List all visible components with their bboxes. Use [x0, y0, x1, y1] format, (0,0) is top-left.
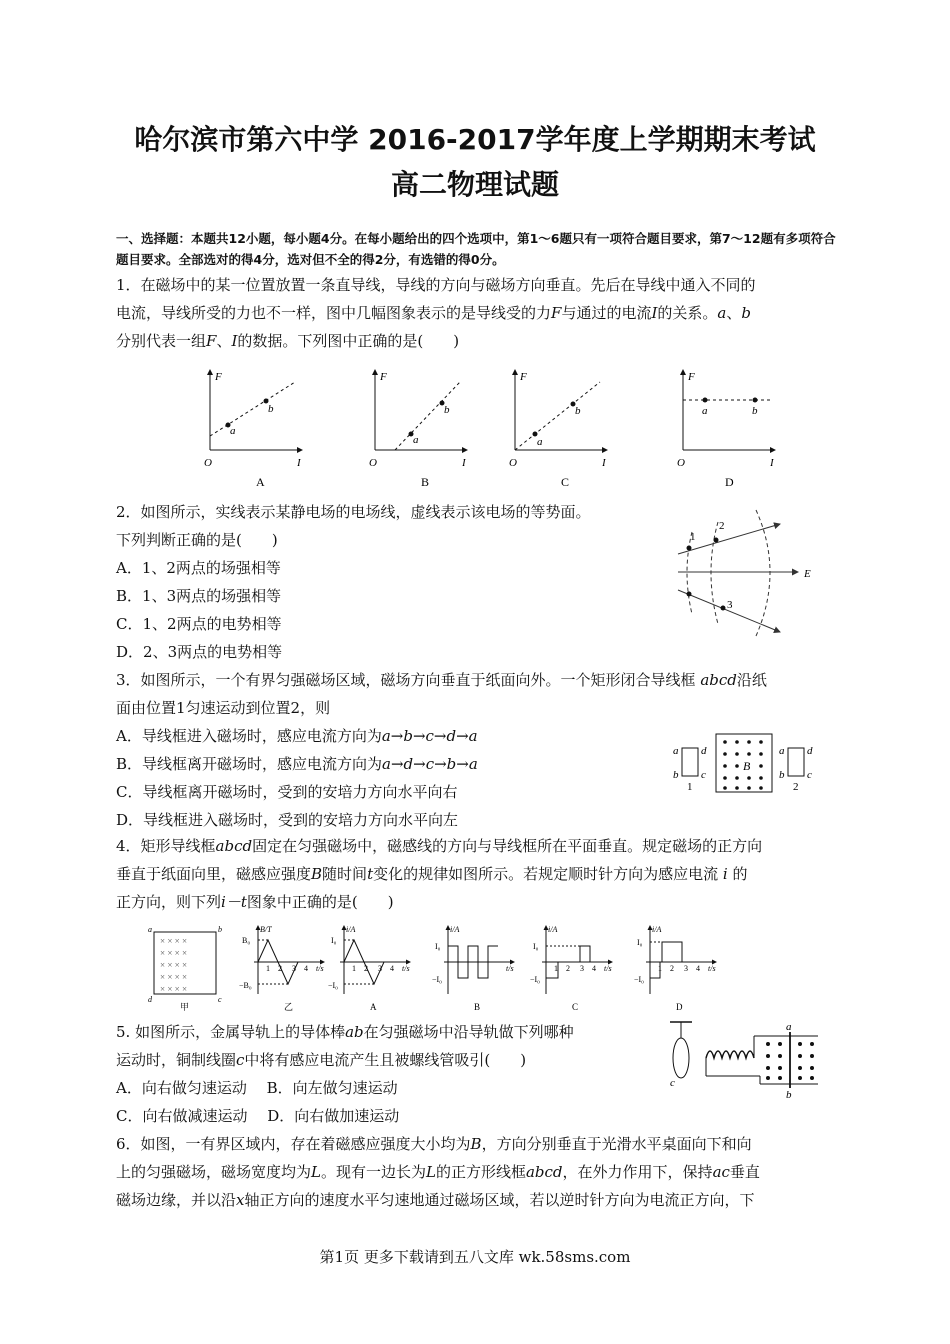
section-instructions: 一、选择题：本题共12小题，每小题4分。在每小题给出的四个选项中，第1～6题只有一项符合题目要求，第7～12题有多项符合题目要求。全部选对的得4分，选对但不全的得2分，有选错的得0分。 [116, 231, 836, 267]
svg-text:I₀: I₀ [637, 938, 643, 947]
svg-text:d: d [148, 995, 152, 1004]
svg-text:2: 2 [670, 964, 674, 973]
q4-fig-jia [148, 925, 222, 1012]
svg-text:B₀: B₀ [242, 936, 251, 945]
svg-text:a: a [702, 405, 708, 417]
svg-text:2: 2 [278, 964, 282, 973]
svg-text:t/s: t/s [708, 964, 716, 973]
svg-text:× × × ×: × × × × [160, 948, 188, 958]
exam-subtitle: 高二物理试题 [390, 168, 559, 201]
svg-text:t/s: t/s [316, 964, 324, 973]
svg-text:O: O [204, 457, 212, 469]
svg-text:−I₀: −I₀ [634, 975, 644, 984]
svg-text:1: 1 [687, 781, 693, 793]
svg-text:B: B [743, 759, 751, 773]
svg-text:b: b [752, 405, 758, 417]
svg-text:O: O [677, 457, 685, 469]
q4-graph-d [634, 925, 716, 1012]
q1-line3: 分别代表一组F、I的数据。下列图中正确的是( ) [116, 332, 460, 350]
q3-line2: 面由位置1匀速运动到位置2，则 [116, 699, 331, 717]
svg-text:A: A [370, 1002, 377, 1012]
svg-text:−B₀: −B₀ [239, 981, 252, 990]
svg-text:3: 3 [580, 964, 584, 973]
svg-text:乙: 乙 [284, 1002, 294, 1012]
svg-text:2: 2 [364, 964, 368, 973]
svg-text:1: 1 [266, 964, 270, 973]
page-footer: 第1页 更多下载请到五八文库 wk.58sms.com [319, 1248, 631, 1266]
svg-text:a: a [537, 436, 543, 448]
svg-text:B: B [474, 1002, 481, 1012]
q5-figure [660, 1018, 830, 1100]
q4-graphs [140, 922, 740, 1014]
svg-text:I: I [297, 457, 301, 469]
svg-text:C: C [561, 475, 570, 489]
svg-text:4: 4 [696, 964, 700, 973]
svg-text:2: 2 [719, 520, 725, 532]
q4-fig-yi [239, 925, 324, 1012]
q1-graphs [190, 362, 790, 492]
svg-text:i/A: i/A [346, 925, 356, 934]
svg-text:i/A: i/A [548, 925, 558, 934]
svg-text:a: a [673, 745, 679, 757]
svg-text:c: c [670, 1077, 675, 1089]
q3-option-b: B．导线框离开磁场时，感应电流方向为a→d→c→b→a [116, 755, 478, 773]
q2-option-d: D．2、3两点的电势相等 [116, 643, 283, 661]
q5-options-cd: C．向右做减速运动 D．向右做加速运动 [116, 1107, 400, 1125]
svg-text:b: b [444, 404, 450, 416]
q4-graph-b [432, 925, 514, 1012]
q1-graph-b [369, 370, 467, 489]
q1-line1: 1．在磁场中的某一位置放置一条直导线，导线的方向与磁场方向垂直。先后在导线中通入不同的 [116, 276, 756, 294]
svg-text:I: I [602, 457, 606, 469]
svg-text:c: c [701, 769, 706, 781]
svg-text:a: a [413, 434, 419, 446]
q3-option-d: D．导线框进入磁场时，受到的安培力方向水平向左 [116, 811, 459, 829]
q3-figure [670, 728, 830, 800]
q3-line1: 3．如图所示，一个有界匀强磁场区域，磁场方向垂直于纸面向外。一个矩形闭合导线框 abcd沿纸 [116, 671, 767, 689]
q5-line1: 5. 如图所示，金属导轨上的导体棒ab在匀强磁场中沿导轨做下列哪种 [116, 1023, 574, 1041]
svg-text:1: 1 [690, 531, 696, 543]
svg-text:d: d [807, 745, 813, 757]
svg-text:−I₀: −I₀ [432, 975, 442, 984]
svg-text:b: b [779, 769, 785, 781]
svg-text:2: 2 [793, 781, 799, 793]
svg-text:i/A: i/A [450, 925, 460, 934]
svg-text:I₀: I₀ [331, 936, 337, 945]
svg-text:t/s: t/s [604, 964, 612, 973]
svg-text:F: F [215, 371, 222, 383]
exam-title: 哈尔滨市第六中学 2016-2017学年度上学期期末考试 [134, 123, 816, 156]
svg-text:1: 1 [352, 964, 356, 973]
svg-text:4: 4 [390, 964, 394, 973]
q2-line1: 2．如图所示，实线表示某静电场的电场线，虚线表示该电场的等势面。 [116, 503, 591, 521]
svg-text:A: A [256, 475, 265, 489]
svg-text:O: O [509, 457, 517, 469]
svg-text:F: F [520, 371, 527, 383]
svg-text:3: 3 [378, 964, 382, 973]
svg-text:b: b [673, 769, 679, 781]
q1-line2: 电流，导线所受的力也不一样，图中几幅图象表示的是导线受的力F与通过的电流I的关系。a、b [116, 304, 751, 322]
svg-text:c: c [807, 769, 812, 781]
svg-text:I₀: I₀ [533, 942, 539, 951]
svg-text:t/s: t/s [402, 964, 410, 973]
svg-text:× × × ×: × × × × [160, 972, 188, 982]
svg-text:O: O [369, 457, 377, 469]
svg-text:D: D [725, 475, 734, 489]
svg-text:t/s: t/s [506, 964, 514, 973]
q6-line1: 6．如图，一有界区域内，存在着磁感应强度大小均为B，方向分别垂直于光滑水平桌面向下和向 [116, 1135, 752, 1153]
q2-option-b: B．1、3两点的场强相等 [116, 587, 282, 605]
q6-line2: 上的匀强磁场，磁场宽度均为L。现有一边长为L的正方形线框abcd，在外力作用下，保持ac垂直 [116, 1163, 760, 1181]
svg-text:B: B [421, 475, 430, 489]
svg-text:3: 3 [684, 964, 688, 973]
svg-text:F: F [380, 371, 387, 383]
svg-text:b: b [575, 405, 581, 417]
svg-text:F: F [688, 371, 695, 383]
svg-text:× × × ×: × × × × [160, 936, 188, 946]
q4-graph-a [328, 925, 410, 1012]
svg-text:a: a [786, 1021, 792, 1033]
q4-line2: 垂直于纸面向里，磁感应强度B随时间t变化的规律如图所示。若规定顺时针方向为感应电流 i 的 [116, 865, 748, 883]
svg-text:D: D [676, 1002, 683, 1012]
svg-text:3: 3 [727, 599, 733, 611]
svg-text:E: E [804, 568, 811, 580]
svg-text:1: 1 [658, 964, 662, 973]
svg-text:I₀: I₀ [435, 942, 441, 951]
q1-graph-a [204, 370, 302, 489]
svg-text:b: b [218, 925, 222, 934]
svg-text:a: a [779, 745, 785, 757]
q2-line2: 下列判断正确的是( ) [116, 531, 278, 549]
svg-text:× × × ×: × × × × [160, 960, 188, 970]
q2-option-a: A．1、2两点的场强相等 [116, 559, 281, 577]
q4-graph-c [530, 925, 612, 1012]
svg-text:a: a [230, 425, 236, 437]
q2-option-c: C．1、2两点的电势相等 [116, 615, 282, 633]
svg-text:I: I [770, 457, 774, 469]
svg-text:× × × ×: × × × × [160, 984, 188, 994]
q4-line3: 正方向，则下列i－t图象中正确的是( ) [116, 893, 394, 911]
svg-text:3: 3 [292, 964, 296, 973]
svg-text:−I₀: −I₀ [328, 981, 338, 990]
q1-graph-c [509, 370, 607, 489]
svg-text:甲: 甲 [180, 1002, 190, 1012]
svg-text:b: b [786, 1089, 792, 1100]
svg-text:c: c [218, 995, 222, 1004]
svg-text:d: d [701, 745, 707, 757]
svg-text:4: 4 [592, 964, 596, 973]
q2-field-figure [668, 502, 828, 638]
svg-text:a: a [148, 925, 152, 934]
q4-line1: 4．矩形导线框abcd固定在匀强磁场中，磁感线的方向与导线框所在平面垂直。规定磁场的正方向 [116, 837, 763, 855]
svg-text:b: b [268, 403, 274, 415]
q3-option-a: A．导线框进入磁场时，感应电流方向为a→b→c→d→a [116, 727, 478, 745]
svg-text:4: 4 [304, 964, 308, 973]
svg-text:C: C [572, 1002, 579, 1012]
svg-text:B/T: B/T [260, 925, 272, 934]
svg-text:2: 2 [566, 964, 570, 973]
q3-option-c: C．导线框离开磁场时，受到的安培力方向水平向右 [116, 783, 458, 801]
q5-options-ab: A．向右做匀速运动 B．向左做匀速运动 [116, 1079, 398, 1097]
svg-text:I: I [462, 457, 466, 469]
svg-text:1: 1 [554, 964, 558, 973]
svg-text:−I₀: −I₀ [530, 975, 540, 984]
q5-line2: 运动时，铜制线圈c中将有感应电流产生且被螺线管吸引( ) [116, 1051, 527, 1069]
svg-text:i/A: i/A [652, 925, 662, 934]
q1-graph-d [677, 370, 775, 489]
q6-line3: 磁场边缘，并以沿x轴正方向的速度水平匀速地通过磁场区域，若以逆时针方向为电流正方向，下 [116, 1191, 755, 1209]
